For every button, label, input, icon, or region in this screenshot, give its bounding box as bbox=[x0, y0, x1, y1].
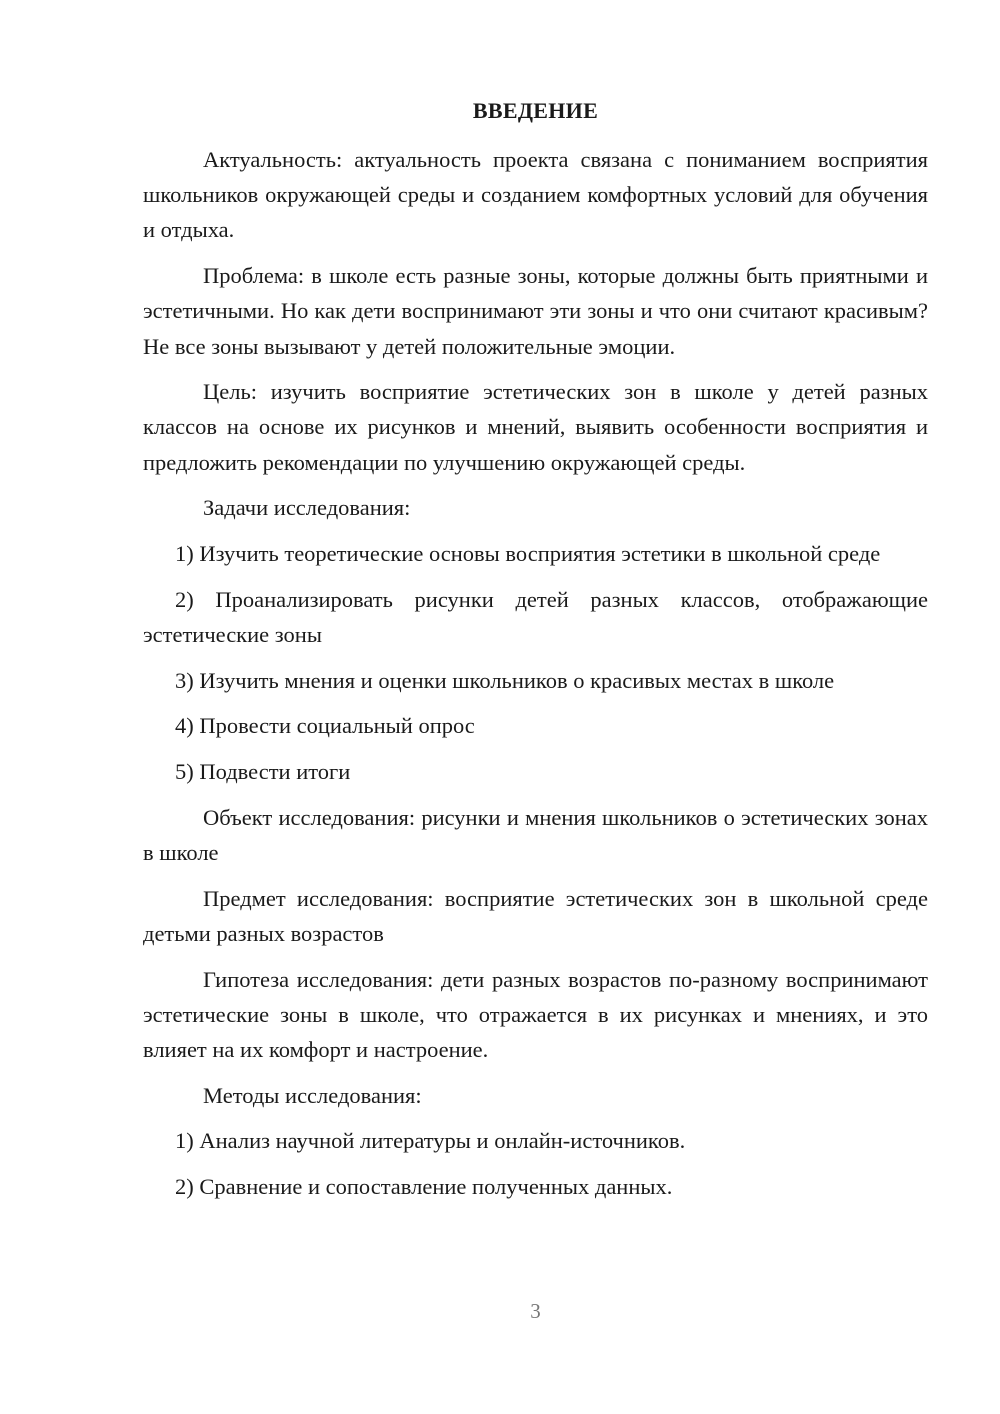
paragraph-problem: Проблема: в школе есть разные зоны, которые должны быть приятными и эстетичными. Но как дети воспринимают эти зоны и что они считают красивым? Не все зоны вызывают у детей положительные эмоции. bbox=[143, 263, 928, 359]
list-item-task-5: 5) Подвести итоги bbox=[175, 759, 351, 785]
list-item-task-4: 4) Провести социальный опрос bbox=[175, 713, 475, 739]
heading-tasks: Задачи исследования: bbox=[203, 495, 411, 521]
page-number: 3 bbox=[530, 1299, 541, 1323]
document-body bbox=[143, 142, 928, 1215]
list-item-task-2: 2) Проанализировать рисунки детей разных классов, отображающие эстетические зоны bbox=[143, 586, 928, 647]
paragraph-hypothesis: Гипотеза исследования: дети разных возрастов по-разному воспринимают эстетические зоны в школе, что отражается в их рисунках и мнениях, и это влияет на их комфорт и настроение. bbox=[143, 966, 928, 1062]
page-title: ВВЕДЕНИЕ bbox=[472, 98, 599, 123]
paragraph-subject: Предмет исследования: восприятие эстетических зон в школьной среде детьми разных возрастов bbox=[143, 885, 928, 946]
paragraph-relevance: Актуальность: актуальность проекта связана с пониманием восприятия школьников окружающей среды и созданием комфортных условий для обучения и отдыха. bbox=[143, 147, 928, 243]
paragraph-object: Объект исследования: рисунки и мнения школьников о эстетических зонах в школе bbox=[143, 804, 928, 865]
list-item-method-2: 2) Сравнение и сопоставление полученных данных. bbox=[175, 1174, 673, 1200]
list-item-task-1: 1) Изучить теоретические основы восприятия эстетики в школьной среде bbox=[175, 541, 881, 567]
list-item-task-3: 3) Изучить мнения и оценки школьников о красивых местах в школе bbox=[175, 667, 835, 693]
list-item-method-1: 1) Анализ научной литературы и онлайн-источников. bbox=[175, 1128, 686, 1154]
heading-methods: Методы исследования: bbox=[203, 1082, 422, 1108]
document-page bbox=[143, 0, 928, 1414]
paragraph-goal: Цель: изучить восприятие эстетических зон в школе у детей разных классов на основе их рисунков и мнений, выявить особенности восприятия и предложить рекомендации по улучшению окружающей среды. bbox=[143, 379, 928, 475]
